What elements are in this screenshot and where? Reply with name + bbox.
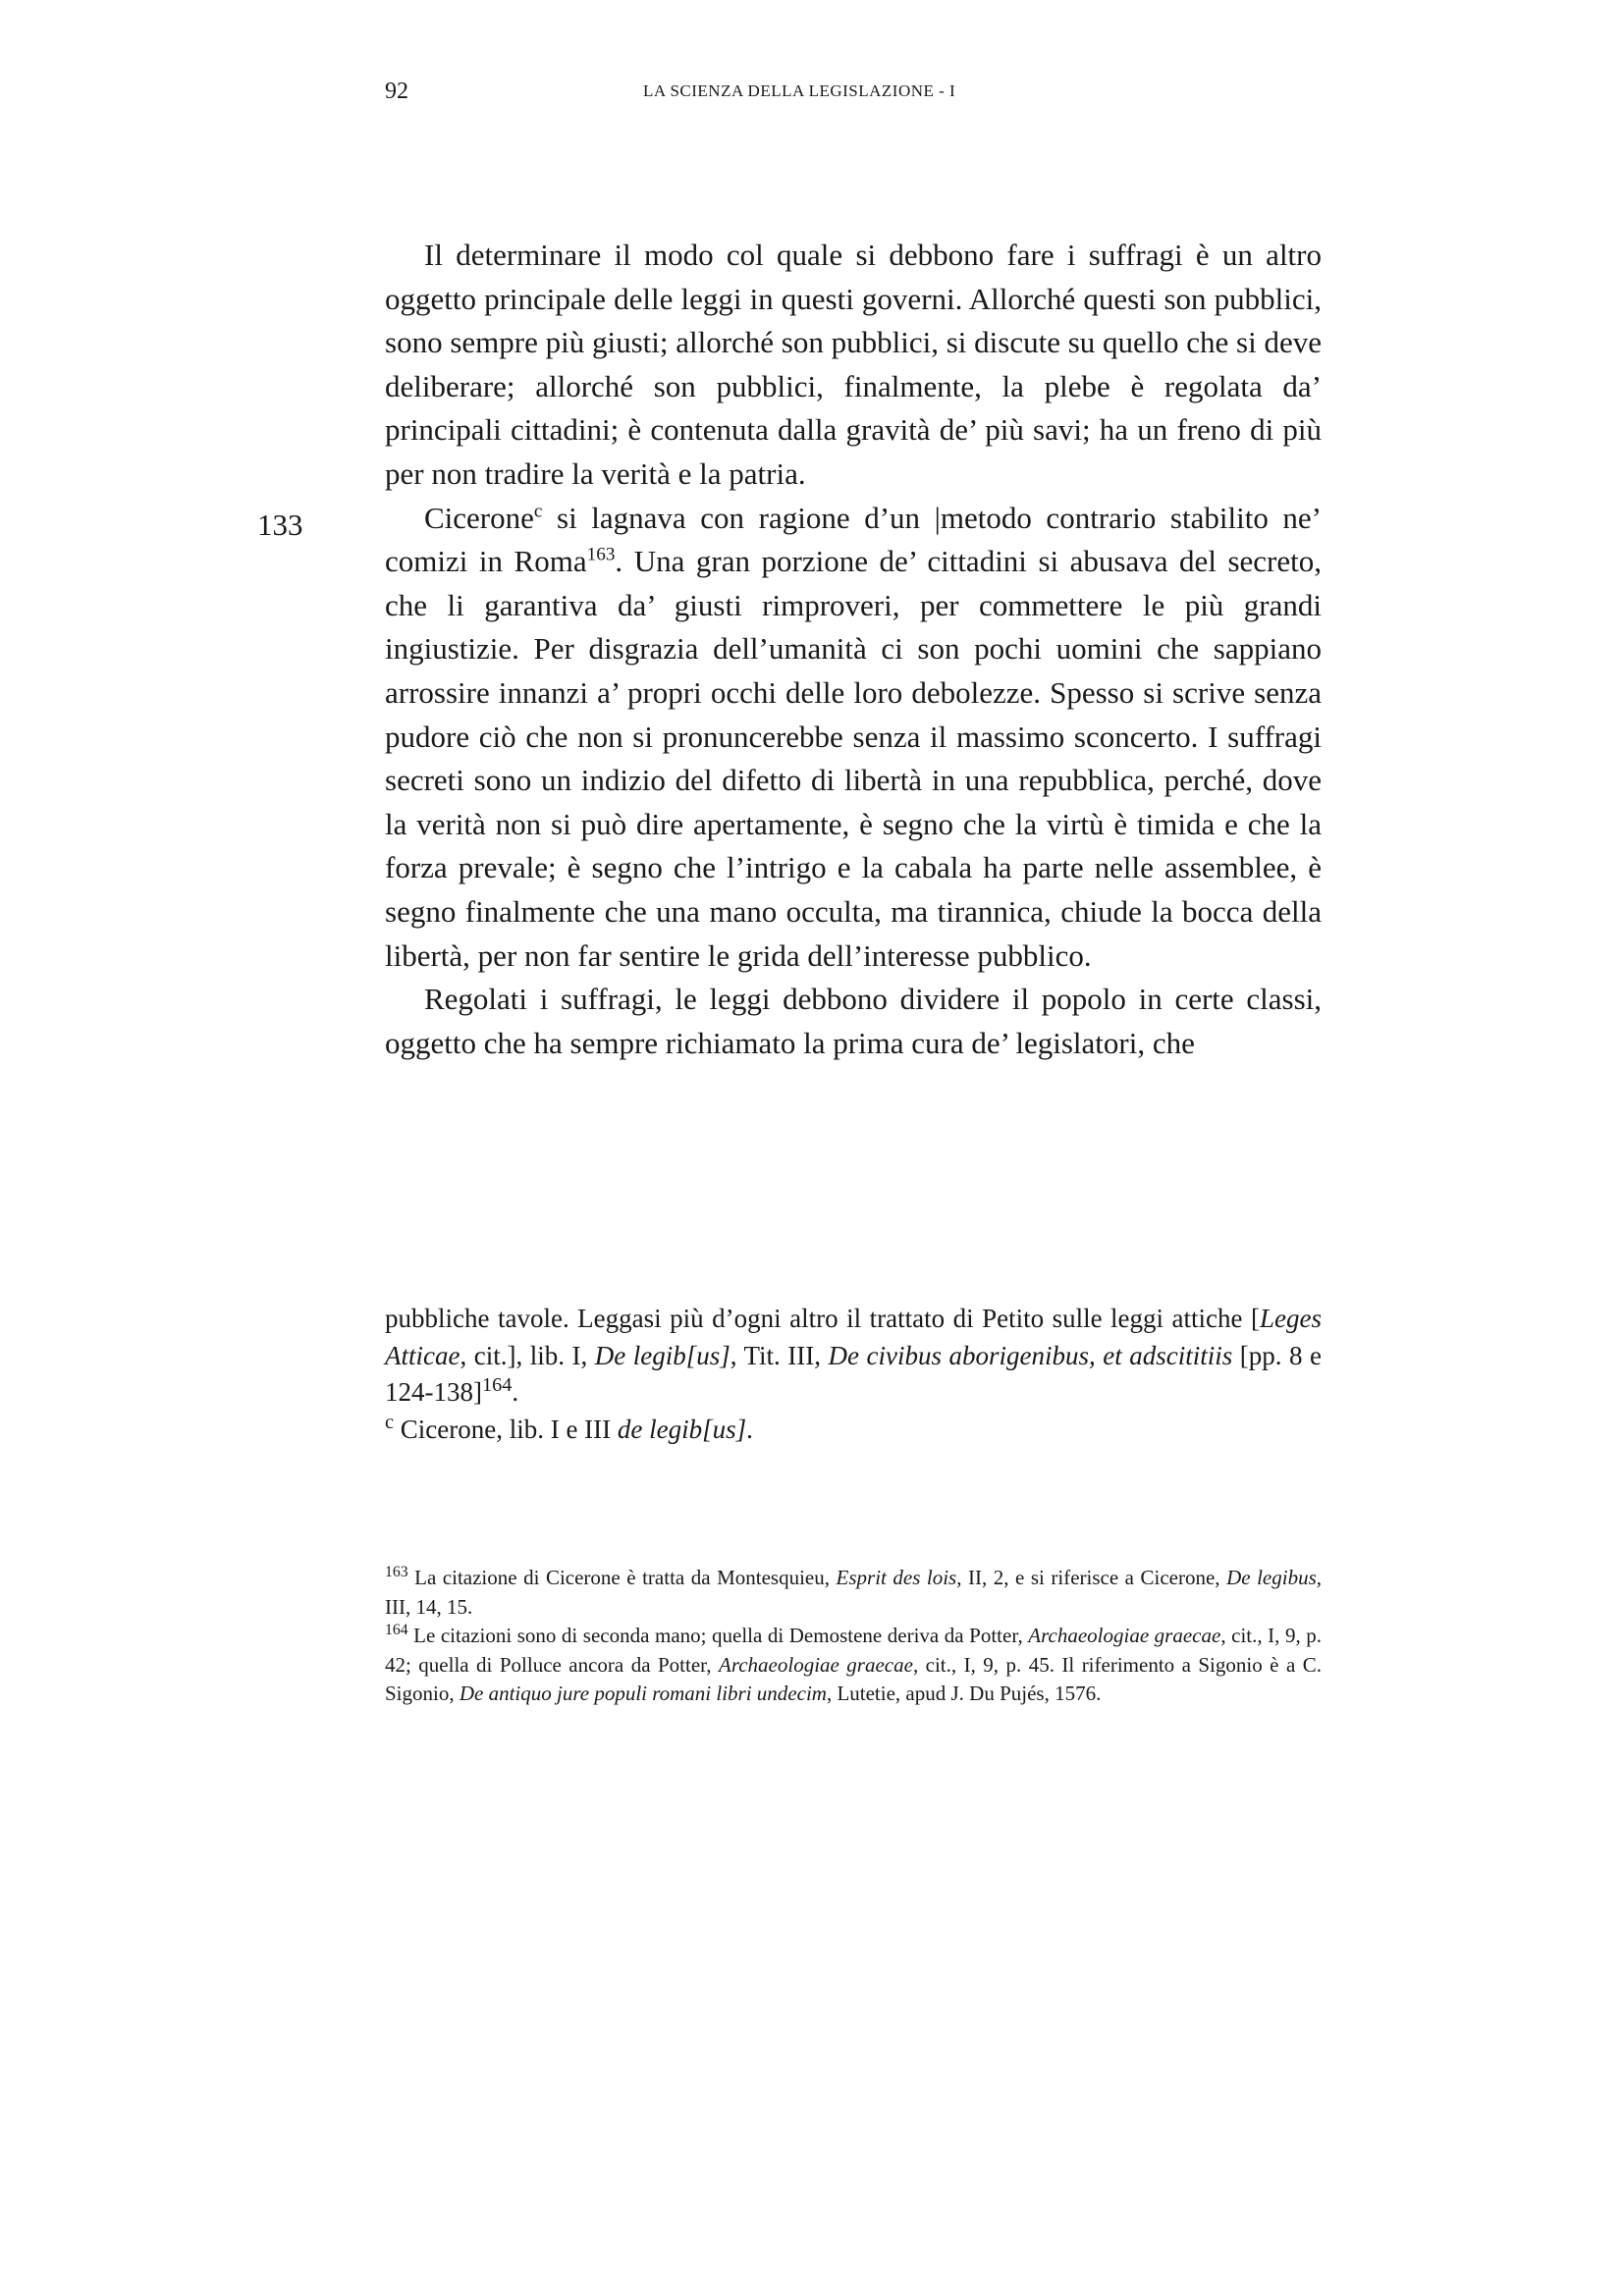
paragraph-2-part-b: si lagnava con ragione d’un |metodo contrario stabilito ne’ comizi in Roma <box>385 500 1322 579</box>
margin-page-reference: 133 <box>257 507 303 542</box>
author-note-text: . <box>746 1414 753 1444</box>
footnote-marker-c: c <box>533 501 543 522</box>
paragraph-3: Regolati i suffragi, le leggi debbono dividere il popolo in certe classi, oggetto che ha sempre richiamato la prima cura de’ legislatori, che <box>385 982 1322 1060</box>
editor-note-text: Le citazioni sono di seconda mano; quella di Demostene deriva da Potter, <box>407 1624 1029 1647</box>
main-text <box>385 234 1322 1065</box>
footnote-label-164: 164 <box>385 1622 408 1638</box>
running-head: LA SCIENZA DELLA LEGISLAZIONE - I <box>643 81 956 100</box>
editor-footnote-164 <box>385 1622 1322 1709</box>
editor-note-italic: Esprit des lois <box>836 1566 957 1589</box>
paragraph-2-part-c: . Una gran porzione de’ cittadini si abusava del secreto, che li garantiva da’ giusti rimproveri, per commettere le più grandi ingiustizie. Per disgrazia dell’umanità ci son pochi uomini che sappiano arrossire innanzi a’ propri occhi delle loro debolezze. Spesso si scrive senza pudore ciò che non si pronuncerebbe senza il massimo sconcerto. I suffragi secreti sono un indizio del difetto di libertà in una repubblica, perché, dove la verità non si può dire apertamente, è segno che la virtù è timida e che la forza prevale; è segno che l’intrigo e la cabala ha parte nelle assemblee, è segno finalmente che una mano occulta, ma tirannica, chiude la bocca della libertà, per non far sentire le grida dell’interesse pubblico. <box>385 544 1322 973</box>
editor-note-italic: De antiquo jure populi romani libri undecim <box>459 1682 827 1705</box>
editor-footnotes <box>385 1564 1322 1709</box>
editor-note-text: , Lutetie, apud J. Du Pujés, 1576. <box>826 1682 1102 1705</box>
author-note-text: pubbliche tavole. Leggasi più d’ogni altro il trattato di Petito sulle leggi attiche [ <box>385 1304 1260 1333</box>
paragraph-1: Il determinare il modo col quale si debbono fare i suffragi è un altro oggetto principale delle leggi in questi governi. Allorché questi son pubblici, sono sempre più giusti; allorché son pubblici, si discute su quello che si deve deliberare; allorché son pubblici, finalmente, la plebe è regolata da’ principali cittadini; è contenuta dalla gravità de’ più savi; ha un freno di più per non tradire la verità e la patria. <box>385 238 1322 491</box>
editor-note-italic: Archaeologiae graecae <box>1028 1624 1221 1647</box>
page-number: 92 <box>385 79 408 104</box>
author-note-italic: de legib[us] <box>617 1414 747 1444</box>
author-note-text: . <box>512 1377 519 1407</box>
author-note-text: , Tit. III, <box>730 1340 829 1370</box>
footnote-marker-163: 163 <box>586 544 616 565</box>
author-note-text: Cicerone, lib. I e III <box>394 1414 618 1444</box>
editor-note-italic: De legibus <box>1226 1566 1317 1589</box>
page-header <box>385 79 1322 108</box>
editor-note-text: , cit., I, 9, p. 42; quella di Polluce ancora da Potter, <box>385 1624 1322 1677</box>
footnote-label-c: c <box>385 1411 394 1433</box>
author-note-italic: De legib[us] <box>594 1340 730 1370</box>
author-note-italic: De civibus aborigenibus, et adscititiis <box>828 1340 1233 1370</box>
footnote-marker-164: 164 <box>481 1374 513 1396</box>
editor-note-text: , III, 14, 15. <box>385 1566 1322 1619</box>
paragraph-2-part-a: Cicerone <box>424 500 534 535</box>
author-note-text: [pp. 8 e 124-138] <box>385 1340 1322 1407</box>
author-note-italic: Leges Atticae <box>385 1304 1322 1370</box>
paragraph-2 <box>385 497 1322 979</box>
editor-note-italic: Archaeologiae graecae <box>719 1652 913 1677</box>
editor-note-text: , cit., I, 9, p. 45. Il riferimento a Sigonio è a C. Sigonio, <box>385 1652 1322 1705</box>
author-footnotes <box>385 1301 1322 1448</box>
editor-note-text: , II, 2, e si riferisce a Cicerone, <box>956 1566 1227 1589</box>
author-footnote-c <box>385 1412 1322 1449</box>
author-note-text: , cit.], lib. I, <box>460 1340 595 1370</box>
author-footnote-continued <box>385 1301 1322 1412</box>
editor-footnote-163 <box>385 1564 1322 1622</box>
editor-note-text: La citazione di Cicerone è tratta da Montesquieu, <box>407 1566 837 1589</box>
footnote-label-163: 163 <box>385 1564 408 1580</box>
